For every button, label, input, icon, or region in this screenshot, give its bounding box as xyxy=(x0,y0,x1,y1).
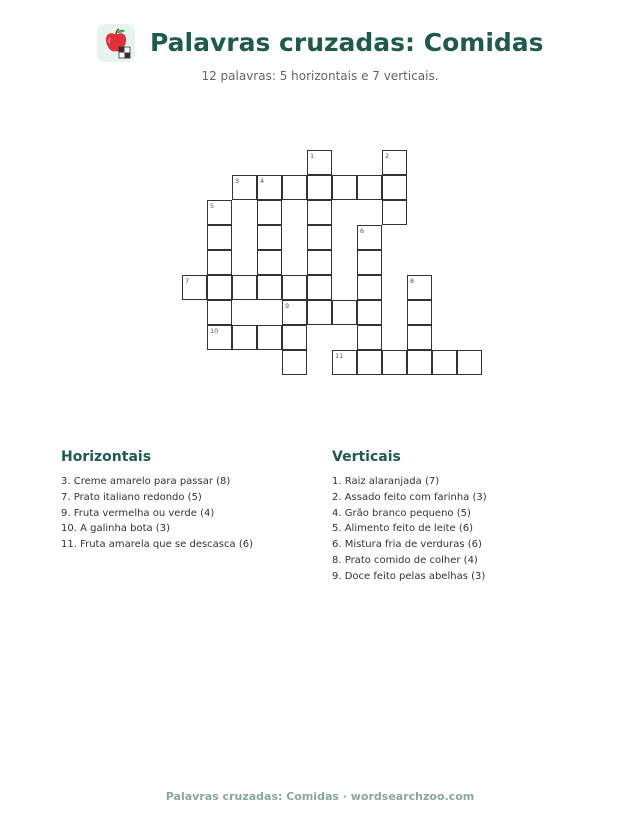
clue-number: 2 xyxy=(385,152,390,160)
grid-cell xyxy=(357,300,382,325)
down-clue: 8. Prato comido de colher (4) xyxy=(332,554,478,566)
grid-cell xyxy=(207,250,232,275)
grid-cell xyxy=(282,275,307,300)
grid-cell xyxy=(207,225,232,250)
clue-number: 4 xyxy=(260,177,265,185)
grid-cell xyxy=(407,325,432,350)
grid-cell xyxy=(257,250,282,275)
across-clue: 10. A galinha bota (3) xyxy=(61,523,170,535)
grid-cell xyxy=(407,350,432,375)
down-clue: 1. Raiz alaranjada (7) xyxy=(332,476,440,487)
grid-cell xyxy=(282,175,307,200)
grid-cell xyxy=(282,350,307,375)
grid-cell xyxy=(432,350,457,375)
down-heading: Verticais xyxy=(332,449,401,465)
grid-cell xyxy=(232,325,257,350)
grid-cell xyxy=(257,325,282,350)
across-clues xyxy=(61,449,253,553)
clue-number: 1 xyxy=(310,152,315,160)
grid-cell xyxy=(307,275,332,300)
across-clue: 9. Fruta vermelha ou verde (4) xyxy=(61,507,215,519)
across-clue: 7. Prato italiano redondo (5) xyxy=(61,491,202,503)
grid-cell xyxy=(282,325,307,350)
clue-number: 6 xyxy=(360,227,365,235)
grid-cell xyxy=(307,225,332,250)
grid-cell xyxy=(207,275,232,300)
page-subtitle: 12 palavras: 5 horizontais e 7 verticais. xyxy=(201,69,439,83)
clue-number: 7 xyxy=(185,277,190,285)
across-clue: 11. Fruta amarela que se descasca (6) xyxy=(61,539,253,551)
down-clue: 2. Assado feito com farinha (3) xyxy=(332,491,487,503)
grid-cell xyxy=(207,300,232,325)
down-clue: 5. Alimento feito de leite (6) xyxy=(332,523,474,535)
grid-cell xyxy=(382,200,407,225)
down-clue: 4. Grão branco pequeno (5) xyxy=(332,507,471,519)
grid-cell xyxy=(232,275,257,300)
clue-number: 3 xyxy=(235,177,240,185)
down-clue: 9. Doce feito pelas abelhas (3) xyxy=(332,570,486,582)
grid-cell xyxy=(457,350,482,375)
grid-cell xyxy=(307,200,332,225)
grid-cell xyxy=(332,300,357,325)
footer: Palavras cruzadas: Comidas · wordsearchzoo.com xyxy=(165,790,475,803)
grid-cell xyxy=(382,350,407,375)
across-clue: 3. Creme amarelo para passar (8) xyxy=(61,476,231,487)
grid-cell xyxy=(307,175,332,200)
clue-number: 8 xyxy=(410,277,415,285)
clue-number: 10 xyxy=(210,327,219,335)
page-title: Palavras cruzadas: Comidas xyxy=(150,28,544,57)
grid-cell xyxy=(357,350,382,375)
grid-cell xyxy=(257,225,282,250)
grid-cell xyxy=(257,200,282,225)
grid-cell xyxy=(357,275,382,300)
grid-cell xyxy=(307,250,332,275)
grid-cell xyxy=(357,250,382,275)
clue-number: 5 xyxy=(210,202,215,210)
grid-cell xyxy=(357,325,382,350)
down-clue: 6. Mistura fria de verduras (6) xyxy=(332,539,482,551)
grid-cell xyxy=(407,300,432,325)
across-heading: Horizontais xyxy=(61,449,152,465)
grid-cell xyxy=(382,175,407,200)
down-clues xyxy=(332,449,487,585)
clue-number: 9 xyxy=(285,302,290,310)
grid-cell xyxy=(357,175,382,200)
clue-number: 11 xyxy=(335,352,344,360)
grid-cell xyxy=(307,300,332,325)
grid-cell xyxy=(257,275,282,300)
grid-cell xyxy=(332,175,357,200)
